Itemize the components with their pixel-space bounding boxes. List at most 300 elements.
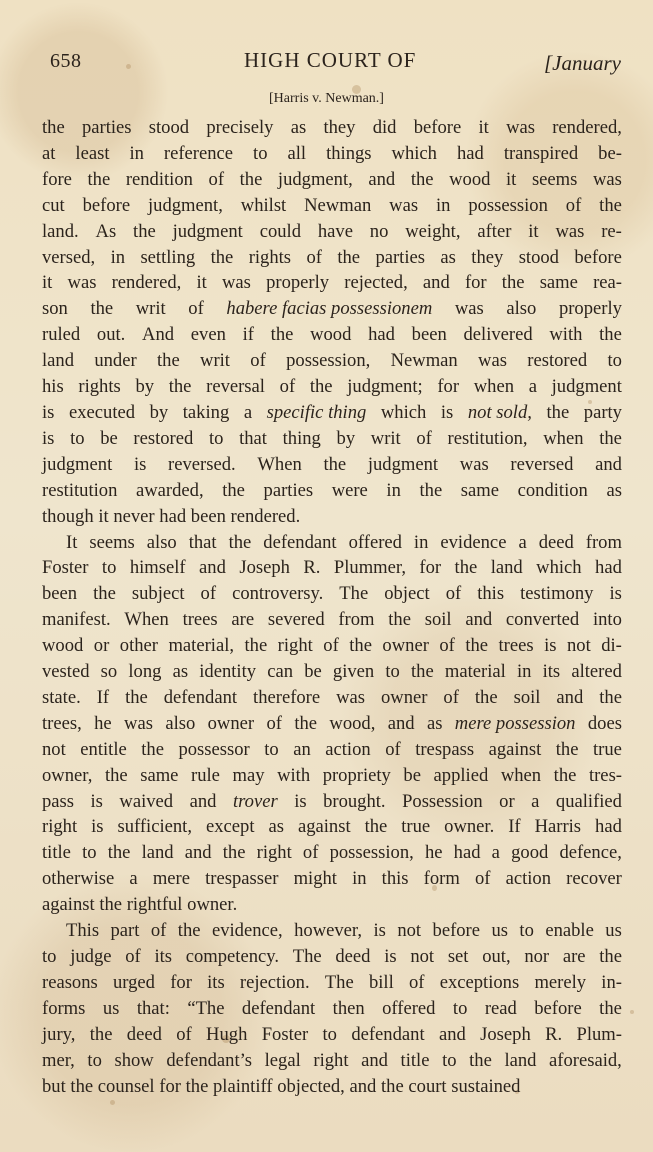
word: does — [587, 712, 622, 734]
word: nor — [524, 946, 550, 967]
word: for — [419, 557, 442, 579]
word: are — [562, 946, 586, 967]
word: trees — [498, 635, 534, 657]
word: same — [460, 479, 500, 501]
word: true — [592, 738, 622, 760]
text-line — [42, 892, 622, 918]
word: is — [440, 401, 454, 423]
word: its — [207, 971, 225, 993]
word: the — [553, 764, 577, 786]
word: the — [185, 1075, 209, 1097]
word: seems — [89, 531, 135, 553]
word: to — [253, 142, 268, 164]
word: the — [465, 635, 489, 657]
word: rights — [248, 246, 292, 268]
word: were — [331, 479, 368, 501]
word: the — [599, 194, 622, 216]
word: or — [499, 790, 515, 812]
word: form — [423, 868, 460, 890]
word: before — [432, 920, 480, 942]
word: action — [505, 868, 552, 890]
word: R. — [303, 557, 321, 579]
text-line — [42, 1048, 622, 1074]
word: possession, — [286, 350, 371, 372]
word: the — [210, 246, 234, 268]
word: the — [93, 583, 116, 605]
text-line — [42, 685, 622, 711]
word: the — [99, 894, 123, 916]
text-line — [42, 970, 622, 996]
word: before — [82, 194, 131, 216]
word: except — [205, 816, 255, 838]
word: enable — [545, 920, 594, 942]
word: in — [110, 246, 126, 268]
word: part — [110, 920, 140, 942]
word: is — [294, 790, 307, 812]
word: rendered. — [230, 505, 301, 527]
word: the — [454, 557, 478, 579]
word: is — [133, 453, 147, 475]
word: a — [518, 531, 527, 553]
word: urged — [112, 971, 155, 993]
word: owner, — [42, 764, 93, 786]
word: so — [100, 661, 118, 683]
text-line — [42, 530, 622, 556]
word: as — [606, 479, 622, 501]
word: the — [323, 453, 347, 475]
word: Plum- — [576, 1023, 622, 1045]
word: ruled — [42, 324, 81, 346]
word: right — [277, 635, 313, 657]
word: from — [338, 609, 375, 631]
word: be- — [598, 142, 622, 164]
word: mer, — [42, 1049, 75, 1071]
word: also — [146, 531, 177, 553]
text-line — [42, 478, 622, 504]
word: the — [244, 635, 268, 657]
italic-phrase: trover — [232, 790, 278, 812]
word: restored — [527, 350, 588, 372]
word: the — [87, 168, 111, 190]
text-line — [42, 322, 622, 348]
word: awarded, — [136, 479, 204, 501]
word: its — [542, 661, 561, 683]
word: owner — [207, 712, 255, 734]
word: is — [42, 401, 55, 423]
word: And — [142, 324, 175, 346]
word: other — [119, 635, 158, 657]
word: judgment; — [347, 376, 423, 398]
word: a — [129, 868, 138, 890]
word: least — [75, 142, 110, 164]
word: in — [413, 531, 429, 553]
word: judgment, — [147, 194, 223, 216]
word: it — [98, 505, 109, 527]
word: the — [599, 946, 622, 967]
word: are — [231, 609, 255, 631]
word: properly — [266, 272, 330, 294]
word: his — [42, 376, 64, 398]
text-line — [42, 296, 622, 322]
word: Joseph — [480, 1023, 531, 1045]
word: mere — [152, 868, 190, 890]
italic-phrase: not sold, — [467, 401, 532, 423]
word: by — [135, 376, 155, 398]
word: deed — [335, 946, 371, 967]
word: have — [317, 220, 353, 242]
word: was — [459, 453, 489, 475]
word: entitle — [80, 738, 127, 760]
text-line — [42, 400, 622, 426]
word: and — [368, 168, 396, 190]
word: had — [368, 324, 395, 346]
word: which — [391, 142, 437, 164]
word: which — [380, 401, 427, 423]
word: no — [369, 220, 389, 242]
word: severed — [267, 609, 325, 631]
word: and — [556, 686, 584, 708]
word: the — [599, 997, 622, 1019]
word: did — [372, 117, 397, 138]
word: R. — [545, 1023, 563, 1045]
word: to — [452, 997, 468, 1019]
word: restitution, — [447, 427, 528, 449]
word: merely — [534, 971, 587, 993]
text-line — [42, 840, 622, 866]
word: of — [208, 168, 225, 190]
word: deed — [126, 1023, 162, 1045]
word: land. — [42, 220, 79, 242]
word: land — [504, 1049, 537, 1071]
word: to — [607, 350, 622, 372]
word: the — [501, 272, 525, 294]
word: of — [474, 868, 491, 890]
word: of — [302, 842, 319, 864]
text-line — [42, 193, 622, 219]
word: is — [544, 635, 557, 657]
word: wood, — [329, 712, 376, 734]
word: party — [583, 401, 622, 423]
word: the — [411, 661, 434, 683]
running-head-month: [January — [544, 51, 621, 75]
word: bill — [368, 971, 394, 993]
word: not — [42, 738, 66, 760]
word: he — [94, 712, 112, 734]
word: seems — [531, 168, 578, 190]
text-line — [42, 452, 622, 478]
word: applied — [433, 764, 489, 786]
word: this — [381, 868, 409, 890]
word: into — [592, 609, 622, 631]
word: when — [473, 376, 514, 398]
word: reversal — [206, 376, 265, 398]
word: material — [444, 661, 506, 683]
word: judgment — [42, 453, 113, 475]
word: precisely — [206, 117, 274, 138]
text-line — [42, 504, 622, 530]
word: after — [477, 220, 512, 242]
word: As — [95, 220, 117, 242]
word: of — [416, 427, 432, 449]
word: the — [42, 117, 65, 138]
word: been — [190, 505, 226, 527]
word: “The — [187, 997, 225, 1019]
word: and — [595, 453, 622, 475]
word: was — [389, 194, 419, 216]
word: could — [259, 220, 301, 242]
word: from — [585, 531, 622, 553]
word: before — [534, 997, 582, 1019]
word: of — [125, 946, 141, 967]
word: soil — [424, 609, 452, 631]
word: was — [506, 117, 535, 138]
word: may — [232, 764, 265, 786]
word: defendant — [241, 997, 316, 1019]
word: the — [599, 324, 622, 346]
word: not — [410, 946, 435, 967]
word: was — [336, 686, 366, 708]
text-line — [42, 245, 622, 271]
word: sufficient, — [117, 816, 192, 838]
word: right — [313, 1049, 349, 1071]
word: was — [592, 168, 622, 190]
word: a — [531, 790, 540, 812]
word: versed, — [42, 246, 96, 268]
word: rejected, — [344, 272, 408, 294]
word: which — [536, 557, 582, 579]
word: is — [609, 583, 622, 605]
word: When — [257, 453, 302, 475]
word: its — [154, 946, 173, 967]
word: properly — [558, 298, 622, 320]
word: the — [270, 324, 294, 346]
word: the — [474, 686, 498, 708]
word: under — [94, 350, 137, 372]
word: Joseph — [239, 557, 290, 579]
word: all — [287, 142, 307, 164]
word: of — [150, 920, 167, 942]
word: had — [456, 142, 484, 164]
word: The — [339, 583, 369, 605]
word: not — [397, 920, 422, 942]
word: court — [408, 1075, 447, 1097]
page-number: 658 — [50, 50, 82, 72]
text-line — [42, 996, 622, 1022]
word: that: — [136, 997, 170, 1019]
word: Foster — [261, 1023, 309, 1045]
word: possession, — [329, 842, 414, 864]
word: is — [90, 790, 103, 812]
word: the — [177, 920, 201, 942]
word: wood — [310, 324, 352, 346]
word: us — [605, 920, 622, 942]
word: out. — [96, 324, 126, 346]
word: reversed. — [168, 453, 236, 475]
word: the — [599, 686, 622, 708]
word: defence, — [559, 842, 622, 864]
word: that — [239, 427, 267, 449]
word: the — [546, 401, 570, 423]
word: be — [304, 661, 322, 683]
word: with — [549, 324, 583, 346]
word: the — [107, 842, 131, 864]
word: the — [381, 1075, 404, 1097]
word: show — [114, 1049, 154, 1071]
word: waived — [119, 790, 174, 812]
word: things — [326, 142, 372, 164]
word: set — [447, 946, 469, 967]
word: the — [168, 376, 192, 398]
body-text — [42, 115, 622, 1099]
word: subject — [131, 583, 185, 605]
word: the — [364, 816, 388, 838]
word: never — [113, 505, 155, 527]
word: offered — [382, 997, 436, 1019]
word: wood — [42, 635, 84, 657]
word: and — [361, 1049, 388, 1071]
word: restored — [133, 427, 194, 449]
word: the — [70, 1075, 94, 1097]
word: whilst — [240, 194, 287, 216]
word: of — [200, 583, 217, 605]
word: parties — [375, 246, 425, 268]
word: delivered — [463, 324, 533, 346]
text-line — [42, 1074, 622, 1100]
word: this — [477, 583, 505, 605]
word: son — [42, 298, 68, 320]
word: in — [386, 479, 401, 501]
word: to — [519, 920, 534, 942]
text-line — [42, 115, 622, 141]
word: then — [332, 997, 365, 1019]
word: object — [384, 583, 430, 605]
word: though — [42, 505, 94, 527]
word: of — [266, 712, 282, 734]
word: with — [277, 764, 311, 786]
word: defendant — [351, 1023, 425, 1045]
text-line — [42, 270, 622, 296]
word: of — [408, 971, 425, 993]
word: it — [506, 168, 517, 190]
word: had — [595, 557, 622, 579]
word: the — [222, 842, 246, 864]
word: was — [454, 298, 484, 320]
word: a — [528, 376, 537, 398]
word: The — [292, 946, 322, 967]
word: rightful — [126, 894, 183, 916]
word: good — [511, 842, 549, 864]
word: for — [437, 376, 460, 398]
word: rendition — [125, 168, 193, 190]
italic-phrase: habere facias possessionem — [226, 298, 433, 320]
word: when — [543, 427, 584, 449]
word: had — [159, 505, 187, 527]
word: might — [293, 868, 337, 890]
word: same — [140, 764, 179, 786]
word: us — [102, 997, 120, 1019]
word: himself — [129, 557, 186, 579]
word: taking — [182, 401, 230, 423]
text-line — [42, 866, 622, 892]
word: before — [574, 246, 622, 268]
word: state. — [42, 686, 81, 708]
word: to — [101, 557, 117, 579]
word: altered — [571, 661, 622, 683]
word: fore — [42, 168, 72, 190]
word: writ — [135, 298, 166, 320]
word: as — [426, 712, 443, 734]
word: defendant — [263, 531, 337, 553]
text-line — [42, 944, 622, 970]
word: parties — [263, 479, 314, 501]
word: and — [387, 712, 415, 734]
word: exceptions — [439, 971, 520, 993]
word: Newman — [304, 194, 372, 216]
word: they — [471, 246, 504, 268]
word: and — [184, 842, 212, 864]
word: Newman — [390, 350, 458, 372]
word: transpired — [503, 142, 579, 164]
word: of — [443, 686, 459, 708]
word: in — [129, 142, 144, 164]
word: and — [199, 557, 226, 579]
word: owner. — [444, 816, 495, 838]
word: rights — [78, 376, 121, 398]
word: not — [566, 635, 591, 657]
word: trespass — [415, 738, 475, 760]
word: settling — [140, 246, 196, 268]
text-line — [42, 1022, 622, 1048]
word: trees, — [42, 712, 82, 734]
word: rejection. — [239, 971, 310, 993]
word: trespasser — [205, 868, 279, 890]
word: be — [403, 764, 421, 786]
word: objected, — [277, 1075, 345, 1097]
word: the — [469, 1049, 492, 1071]
word: to — [264, 738, 279, 760]
word: converted — [505, 609, 580, 631]
word: counsel — [97, 1075, 155, 1097]
word: recover — [566, 868, 622, 890]
text-line — [42, 737, 622, 763]
word: executed — [68, 401, 136, 423]
word: rendered, — [552, 117, 622, 138]
word: stood — [148, 117, 190, 138]
word: land — [490, 557, 523, 579]
word: and — [422, 272, 450, 294]
word: was — [221, 272, 251, 294]
word: when — [500, 764, 542, 786]
word: parties — [81, 117, 132, 138]
word: he — [424, 842, 443, 864]
word: as — [440, 246, 456, 268]
word: of — [250, 350, 266, 372]
word: deed — [538, 531, 574, 553]
text-line — [42, 348, 622, 374]
word: of — [385, 738, 401, 760]
word: given — [332, 661, 375, 683]
word: of — [445, 583, 462, 605]
word: reference — [163, 142, 234, 164]
word: at — [42, 142, 56, 164]
running-header — [0, 44, 653, 78]
word: the — [337, 246, 361, 268]
word: The — [324, 971, 354, 993]
word: and — [349, 1075, 377, 1097]
word: material, — [168, 635, 235, 657]
word: reasons — [42, 971, 98, 993]
word: tres- — [588, 764, 622, 786]
